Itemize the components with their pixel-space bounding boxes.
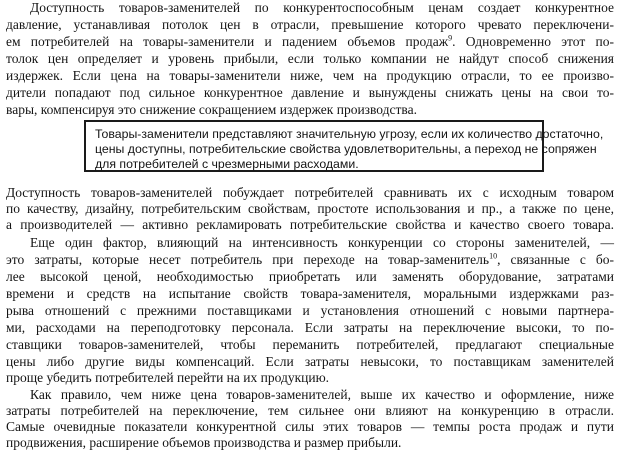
paragraph-line: рыва отношений с прежними поставщиками и установления отношений с новыми партнера- [6, 303, 614, 318]
text-run: . Одновременно этот по- [452, 34, 614, 49]
footnote-marker[interactable]: 10 [489, 251, 498, 261]
text-run: это затраты, которые несет потребитель при переходе на товар-заменитель [6, 252, 490, 267]
paragraph-line: Доступность товаров-заменителей по конкурентоспособным ценам создает конкурентное [30, 0, 614, 15]
paragraph-line: Самые очевидные показатели конкурентной силы этих товаров — темпы роста продаж и пути [6, 419, 614, 434]
paragraph-line: по качеству, дизайну, потребительским свойствам, простоте использования и пр., а также по цене, [6, 201, 614, 216]
paragraph-line: вары, компенсируя это снижение сокращением издержек производства. [6, 102, 417, 117]
callout-line: Товары-заменители представляют значительную угрозу, если их количество достаточно, [95, 127, 604, 141]
paragraph-line: ми, расходами на переподготовку персонала. Если затраты на переключение высоки, то по- [6, 320, 614, 335]
callout-line: для потребителей с чрезмерными расходами. [95, 157, 359, 171]
paragraph-line: издержек. Если цена на товары-заменители ниже, чем на продукцию отрасли, то ее произво- [6, 68, 614, 83]
footnote-marker[interactable]: 9 [448, 33, 453, 43]
paragraph-line: Еще один фактор, влияющий на интенсивность конкуренции со стороны заменителей, — [30, 235, 614, 250]
paragraph-line: Доступность товаров-заменителей побуждает потребителей сравнивать их с исходным товаром [6, 185, 614, 200]
text-run: , связанные с бо- [497, 252, 615, 267]
paragraph-line: дители попадают под сильное конкурентное давление и вынуждены снижать цены на свои то- [6, 85, 614, 100]
paragraph-line: ставщики товаров-заменителей, чтобы переманить потребителей, предлагают специальные [6, 337, 614, 352]
paragraph-line: цены либо другие виды компенсаций. Если затраты невысоки, то поставщикам заменителей [6, 354, 614, 369]
text-run: ем потребителей на товары-заменители и падением объемов продаж [6, 34, 449, 49]
paragraph-line [6, 252, 614, 268]
callout-line: цены доступны, потребительские свойства удовлетворительны, а переход не сопряжен [95, 142, 597, 156]
paragraph-line: толок цен определяет и уровень прибыли, если только компании не найдут способ снижения [6, 51, 614, 66]
paragraph-line: времени и средств на испытание свойств товара-заменителя, моральными издержками раз- [6, 286, 614, 301]
paragraph-line [6, 34, 614, 50]
paragraph-line: затраты потребителей на переключение, тем сильнее они влияют на конкуренцию в отрасли. [6, 403, 614, 418]
paragraph-line: давление, устанавливая потолок цен в отрасли, превышение которого чревато переключени- [6, 17, 614, 32]
paragraph-line: а производителей — активно рекламировать потребительские свойства и качество своего товара. [6, 217, 614, 232]
paragraph-line: Как правило, чем ниже цена товаров-заменителей, выше их качество и оформление, ниже [30, 387, 614, 402]
paragraph-line: проще убедить потребителей перейти на их продукцию. [6, 370, 330, 385]
paragraph-line: продвижения, расширение объемов производства и размер прибыли. [6, 435, 402, 450]
paragraph-line: лее высокой ценой, необходимостью приобретать или заменять оборудование, затратами [6, 269, 614, 284]
